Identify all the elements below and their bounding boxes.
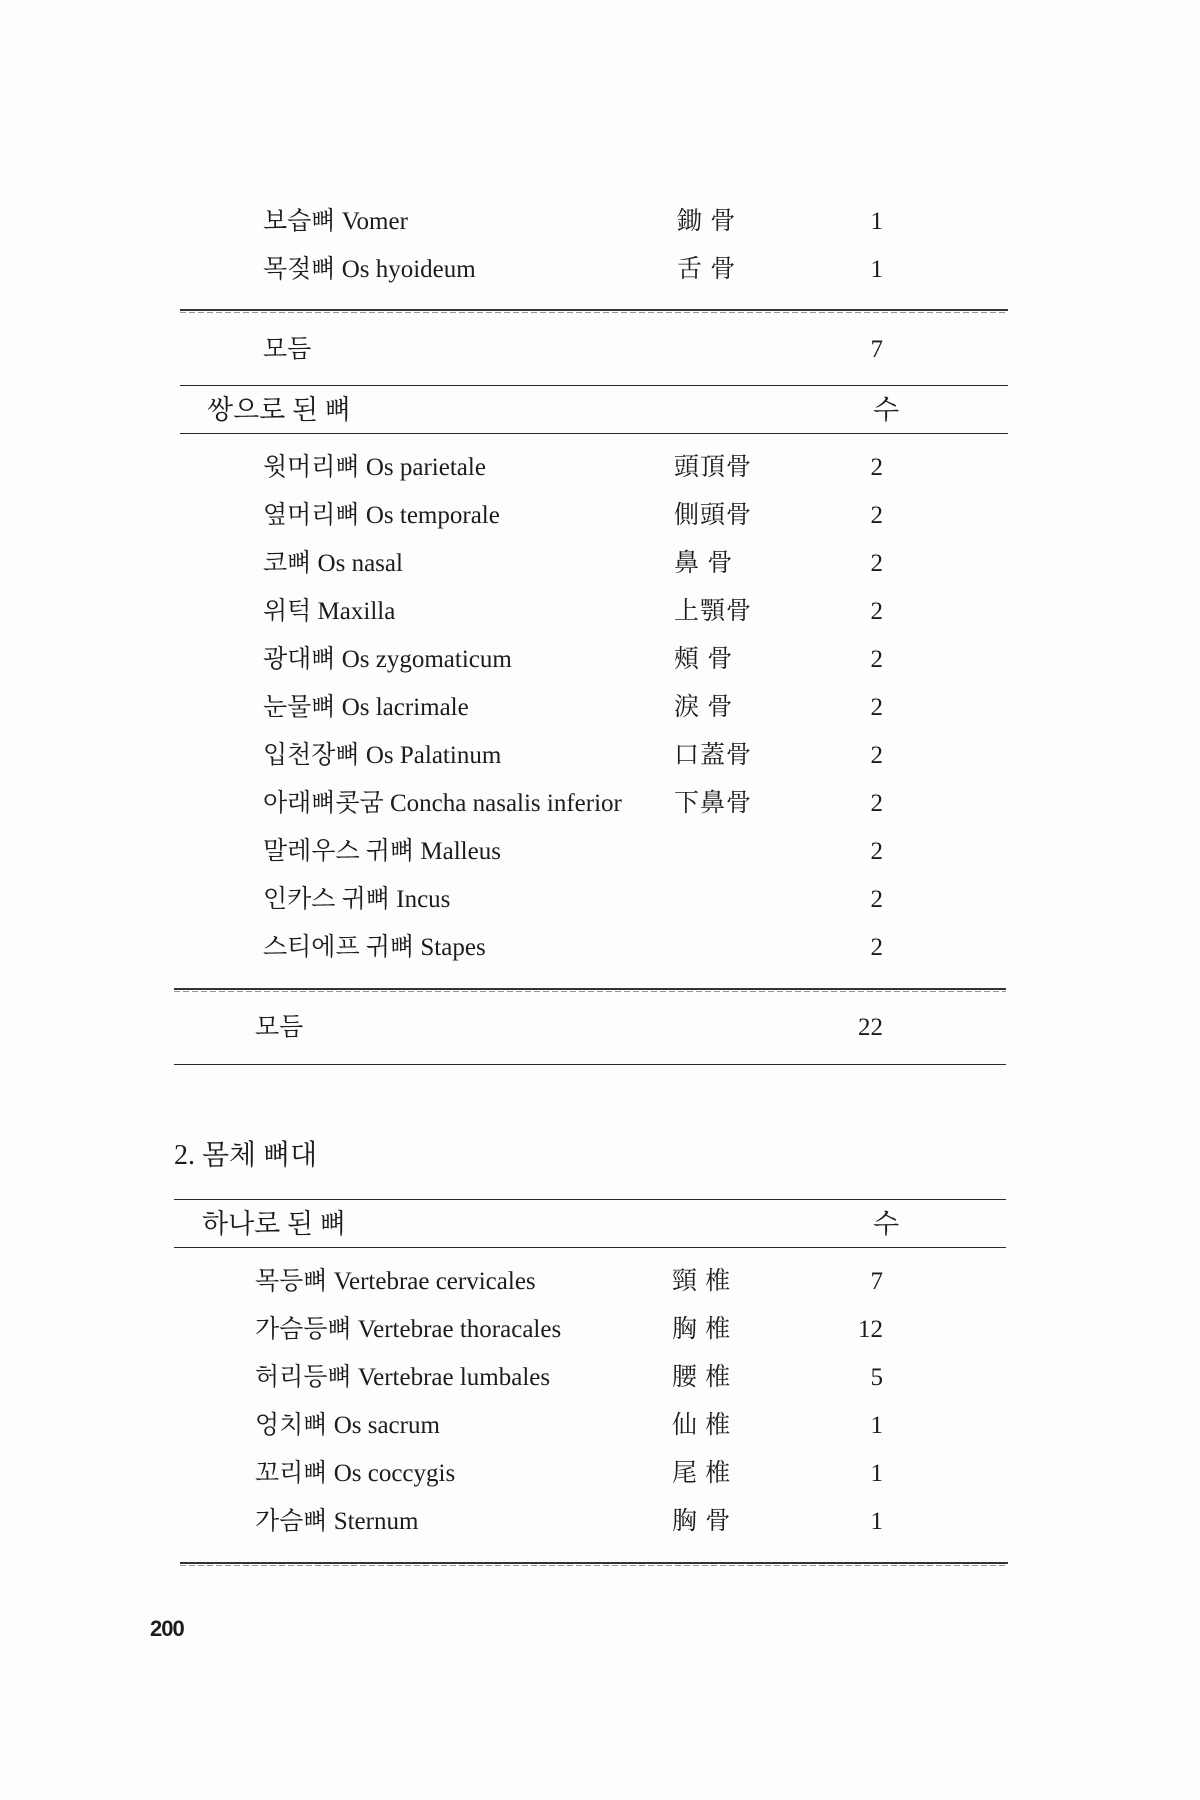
bone-hanja: 上顎骨 <box>674 598 753 625</box>
table-row <box>263 686 903 730</box>
bone-hanja: 鼻 骨 <box>674 550 734 577</box>
bone-count: 1 <box>870 1460 883 1487</box>
table-row <box>263 878 903 922</box>
bone-name: 옆머리뼈 Os temporale <box>263 502 500 529</box>
bone-hanja: 胸 椎 <box>672 1316 732 1343</box>
table-row <box>263 926 903 970</box>
bone-hanja: 淚 骨 <box>674 694 734 721</box>
bone-hanja: 舌 骨 <box>677 256 737 283</box>
bone-hanja: 頭頂骨 <box>674 454 753 481</box>
bone-name: 보습뼈 Vomer <box>263 208 408 235</box>
table-top-rule <box>174 1199 1006 1200</box>
bone-name: 윗머리뼈 Os parietale <box>263 454 486 481</box>
table-divider <box>180 309 1008 311</box>
bone-name: 꼬리뼈 Os coccygis <box>255 1460 456 1487</box>
table-row <box>263 200 903 244</box>
bone-hanja: 頰 骨 <box>674 646 734 673</box>
bone-name: 아래뼈콧굼 Concha nasalis inferior <box>263 790 622 817</box>
bone-count: 2 <box>870 934 883 961</box>
table-row <box>263 542 903 586</box>
bone-name: 스티에프 귀뼈 Stapes <box>263 934 486 961</box>
bone-hanja: 仙 椎 <box>672 1412 732 1439</box>
total-value: 22 <box>858 1014 883 1041</box>
bone-count: 12 <box>858 1316 883 1343</box>
table-row <box>263 248 903 292</box>
total-label: 모듬 <box>263 336 312 363</box>
total-value: 7 <box>870 336 883 363</box>
bone-count: 2 <box>870 502 883 529</box>
bone-hanja: 鋤 骨 <box>677 208 737 235</box>
section-title: 2. 몸체 뼈대 <box>174 1140 318 1171</box>
table-divider <box>180 1562 1008 1564</box>
table-row <box>263 782 903 826</box>
bone-name: 가슴등뼈 Vertebrae thoracales <box>255 1316 562 1343</box>
bone-count: 2 <box>870 790 883 817</box>
bone-count: 1 <box>870 208 883 235</box>
table-row <box>263 830 903 874</box>
bone-count: 2 <box>870 598 883 625</box>
bone-hanja: 口蓋骨 <box>674 742 753 769</box>
table-row <box>263 494 903 538</box>
single-header-count: 수 <box>873 1209 900 1239</box>
bone-name: 목등뼈 Vertebrae cervicales <box>255 1268 536 1295</box>
bone-name: 허리등뼈 Vertebrae lumbales <box>255 1364 551 1391</box>
table-bottom-rule <box>174 1064 1006 1065</box>
bone-count: 1 <box>870 256 883 283</box>
bone-hanja: 下鼻骨 <box>674 790 753 817</box>
table-row <box>263 638 903 682</box>
table-row <box>255 1404 905 1448</box>
bone-count: 7 <box>870 1268 883 1295</box>
table-header-rule <box>174 1247 1006 1248</box>
table-header-rule <box>180 433 1008 434</box>
bone-count: 2 <box>870 694 883 721</box>
bone-hanja: 尾 椎 <box>672 1460 732 1487</box>
bone-name: 코뼈 Os nasal <box>263 550 403 577</box>
bone-count: 2 <box>870 838 883 865</box>
table-row <box>255 1260 905 1304</box>
bone-hanja: 胸 骨 <box>672 1508 732 1535</box>
bone-count: 1 <box>870 1508 883 1535</box>
table-row <box>263 590 903 634</box>
table-row <box>263 446 903 490</box>
paired-header-label: 쌍으로 된 뼈 <box>207 395 351 425</box>
page-number: 200 <box>150 1616 184 1641</box>
table-row <box>255 1356 905 1400</box>
bone-name: 가슴뼈 Sternum <box>255 1508 419 1535</box>
bone-hanja: 腰 椎 <box>672 1364 732 1391</box>
bone-name: 눈물뼈 Os lacrimale <box>263 694 469 721</box>
table-divider <box>174 988 1006 990</box>
bone-count: 2 <box>870 454 883 481</box>
bone-count: 2 <box>870 646 883 673</box>
bone-name: 입천장뼈 Os Palatinum <box>263 742 502 769</box>
total-label: 모듬 <box>255 1014 304 1041</box>
bone-hanja: 側頭骨 <box>674 502 753 529</box>
table-row <box>255 1500 905 1544</box>
bone-name: 광대뼈 Os zygomaticum <box>263 646 512 673</box>
bone-count: 2 <box>870 742 883 769</box>
bone-hanja: 頸 椎 <box>672 1268 732 1295</box>
bone-count: 2 <box>870 886 883 913</box>
table-row <box>263 734 903 778</box>
bone-name: 엉치뼈 Os sacrum <box>255 1412 440 1439</box>
bone-name: 인카스 귀뼈 Incus <box>263 886 451 913</box>
bone-name: 목젖뼈 Os hyoideum <box>263 256 476 283</box>
table-top-rule <box>180 385 1008 386</box>
bone-name: 위턱 Maxilla <box>263 598 396 625</box>
bone-count: 1 <box>870 1412 883 1439</box>
table-row <box>255 1308 905 1352</box>
single-header-label: 하나로 된 뼈 <box>202 1209 346 1239</box>
bone-count: 5 <box>870 1364 883 1391</box>
bone-count: 2 <box>870 550 883 577</box>
table-row <box>255 1452 905 1496</box>
bone-name: 말레우스 귀뼈 Malleus <box>263 838 501 865</box>
paired-header-count: 수 <box>873 395 900 425</box>
